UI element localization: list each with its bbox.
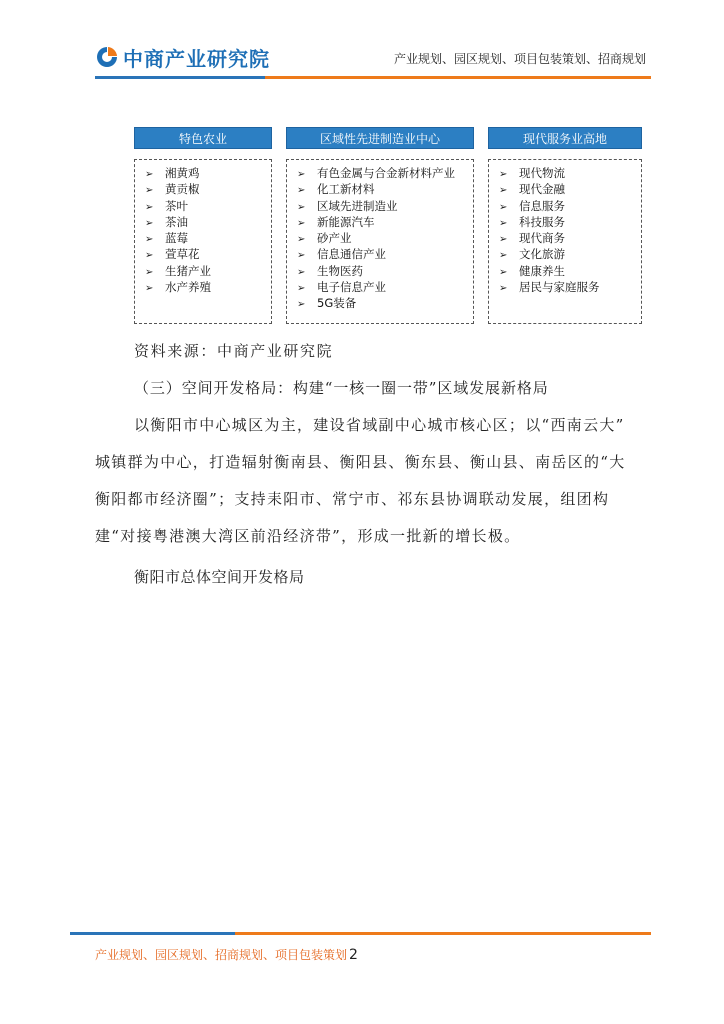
arrow-bullet-icon: ➢ [499, 283, 508, 295]
list-item: ➢ 科技服务 [499, 215, 635, 231]
footer-rule-orange [235, 932, 651, 935]
arrow-bullet-icon: ➢ [499, 266, 508, 278]
arrow-bullet-icon: ➢ [145, 283, 154, 295]
list-item: ➢ 信息服务 [499, 199, 635, 215]
list-item: ➢ 湘黄鸡 [145, 166, 265, 182]
column-title: 特色农业 [134, 127, 272, 149]
arrow-bullet-icon: ➢ [499, 169, 508, 180]
arrow-bullet-icon: ➢ [499, 234, 508, 246]
arrow-bullet-icon: ➢ [145, 185, 154, 197]
list-item: ➢ 新能源汽车 [297, 215, 467, 231]
body-line-3: 衡阳都市经济圈”；支持耒阳市、常宁市、祁东县协调联动发展，组团构 [95, 490, 610, 508]
body-line-1: 以衡阳市中心城区为主，建设省域副中心城市核心区；以“西南云大” [134, 416, 625, 434]
list-item: ➢ 茶叶 [145, 199, 265, 215]
arrow-bullet-icon: ➢ [499, 201, 508, 213]
arrow-bullet-icon: ➢ [297, 201, 306, 213]
footer-rule-blue [70, 932, 235, 935]
list-item: ➢ 区域先进制造业 [297, 199, 467, 215]
list-item: ➢ 茶油 [145, 215, 265, 231]
column-services [488, 127, 642, 324]
list-item: ➢ 蓝莓 [145, 231, 265, 247]
list-item: ➢ 生物医药 [297, 264, 467, 280]
arrow-bullet-icon: ➢ [145, 234, 154, 246]
list-item: ➢ 电子信息产业 [297, 280, 467, 296]
list-item: ➢ 砂产业 [297, 231, 467, 247]
arrow-bullet-icon: ➢ [297, 169, 306, 180]
list-item: ➢ 5G装备 [297, 296, 467, 312]
list-item: ➢ 黄贡椒 [145, 182, 265, 198]
column-list [488, 159, 642, 324]
arrow-bullet-icon: ➢ [499, 185, 508, 197]
list-item: ➢ 现代商务 [499, 231, 635, 247]
column-manufacturing [286, 127, 474, 324]
list-item: ➢ 有色金属与合金新材料产业 [297, 166, 467, 182]
column-title: 现代服务业高地 [488, 127, 642, 149]
arrow-bullet-icon: ➢ [145, 217, 154, 229]
section-heading: （三）空间开发格局：构建“一核一圈一带”区域发展新格局 [134, 379, 549, 397]
column-list [134, 159, 272, 324]
arrow-bullet-icon: ➢ [499, 217, 508, 229]
footer [95, 946, 358, 963]
column-list [286, 159, 474, 324]
arrow-bullet-icon: ➢ [499, 250, 508, 262]
list-item: ➢ 化工新材料 [297, 182, 467, 198]
column-title: 区域性先进制造业中心 [286, 127, 474, 149]
list-item: ➢ 居民与家庭服务 [499, 280, 635, 296]
figure-caption: 衡阳市总体空间开发格局 [134, 568, 305, 586]
arrow-bullet-icon: ➢ [297, 234, 306, 246]
list-item: ➢ 现代金融 [499, 182, 635, 198]
header-tagline: 产业规划、园区规划、项目包装策划、招商规划 [393, 52, 646, 66]
header-rule-blue [95, 76, 265, 79]
column-agriculture [134, 127, 272, 324]
body-line-2: 城镇群为中心，打造辐射衡南县、衡阳县、衡东县、衡山县、南岳区的“大 [95, 453, 626, 471]
logo-text: 中商产业研究院 [123, 46, 270, 71]
list-item: ➢ 萱草花 [145, 247, 265, 263]
arrow-bullet-icon: ➢ [297, 266, 306, 278]
source-note: 资料来源：中商产业研究院 [134, 342, 334, 360]
brand-logo [95, 44, 270, 70]
list-item: ➢ 信息通信产业 [297, 247, 467, 263]
arrow-bullet-icon: ➢ [145, 169, 154, 180]
arrow-bullet-icon: ➢ [297, 185, 306, 197]
arrow-bullet-icon: ➢ [145, 250, 154, 262]
list-item: ➢ 文化旅游 [499, 247, 635, 263]
header-rule-orange [265, 76, 651, 79]
list-item: ➢ 现代物流 [499, 166, 635, 182]
body-line-4: 建“对接粤港澳大湾区前沿经济带”，形成一批新的增长极。 [95, 527, 521, 545]
arrow-bullet-icon: ➢ [145, 266, 154, 278]
list-item: ➢ 水产养殖 [145, 280, 265, 296]
list-item: ➢ 生猪产业 [145, 264, 265, 280]
logo-icon [95, 45, 119, 69]
arrow-bullet-icon: ➢ [297, 217, 306, 229]
footer-tagline: 产业规划、园区规划、招商规划、项目包装策划 [95, 948, 348, 962]
industry-diagram [134, 127, 642, 322]
arrow-bullet-icon: ➢ [297, 250, 306, 262]
page-number: 2 [349, 947, 358, 963]
arrow-bullet-icon: ➢ [297, 299, 306, 311]
arrow-bullet-icon: ➢ [145, 201, 154, 213]
list-item: ➢ 健康养生 [499, 264, 635, 280]
arrow-bullet-icon: ➢ [297, 283, 306, 295]
